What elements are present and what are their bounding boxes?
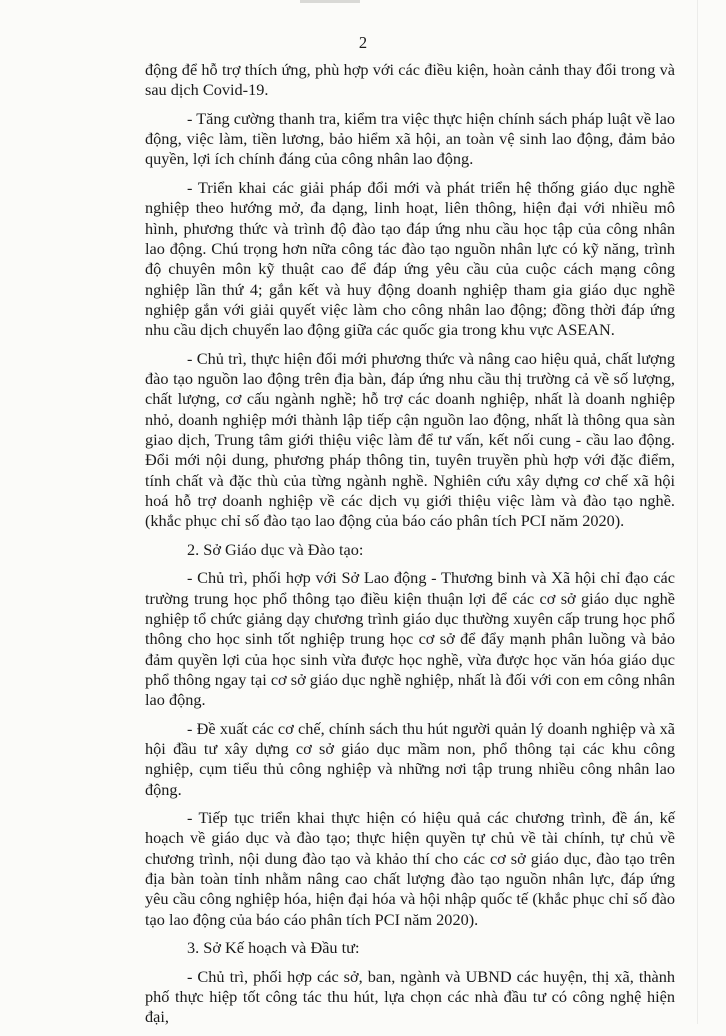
scan-artifact: [300, 0, 360, 3]
section-heading-planning-investment-dept: 3. Sở Kế hoạch và Đầu tư:: [187, 938, 360, 958]
paragraph-inspection: - Tăng cường thanh tra, kiểm tra việc thực hiện chính sách pháp luật về lao động, việc làm, tiền lương, bảo hiểm xã hội, an toàn vệ sinh lao động, đảm bảo quyền, lợi ích chính đáng của công nhân lao động.: [145, 108, 676, 169]
page-edge: [697, 0, 698, 1024]
document-body: [145, 60, 675, 1036]
paragraph-vocational-education: - Triển khai các giải pháp đổi mới và phát triển hệ thống giáo dục nghề nghiệp theo hướng mở, đa dạng, linh hoạt, liên thông, hiện đại với nhiều mô hình, phương thức và trình độ đào tạo đáp ứng nhu cầu học tập của công nhân lao động. Chú trọng hơn nữa công tác đào tạo nguồn nhân lực có kỹ năng, trình độ chuyên môn kỹ thuật cao để đáp ứng yêu cầu của cuộc cách mạng công nghiệp lần thứ 4; gắn kết và huy động doanh nghiệp tham gia giáo dục nghề nghiệp gắn với giải quyết việc làm cho công nhân lao động; đồng thời đáp ứng nhu cầu dịch chuyển lao động giữa các quốc gia trong khu vực ASEAN.: [145, 178, 675, 340]
paragraph-labor-training: - Chủ trì, thực hiện đổi mới phương thức và nâng cao hiệu quả, chất lượng đào tạo nguồn lao động trên địa bàn, đáp ứng nhu cầu thị trường cả về số lượng, chất lượng, cơ cấu ngành nghề; hỗ trợ các doanh nghiệp, nhất là doanh nghiệp nhỏ, doanh nghiệp mới thành lập tiếp cận nguồn lao động, nhất là thông qua sàn giao dịch, Trung tâm giới thiệu việc làm để tư vấn, kết nối cung - cầu lao động. Đổi mới nội dung, phương pháp thông tin, tuyên truyền phù hợp với đặc điểm, tính chất và đặc thù của từng ngành nghề. Nghiên cứu xây dựng cơ chế xã hội hoá hỗ trợ doanh nghiệp về các dịch vụ giới thiệu việc làm và đào tạo nghề. (khắc phục chỉ số đào tạo lao động của báo cáo phân tích PCI năm 2020).: [145, 348, 675, 531]
paragraph-high-schools: - Chủ trì, phối hợp với Sở Lao động - Thương binh và Xã hội chỉ đạo các trường trung học phổ thông tạo điều kiện thuận lợi để các cơ sở giáo dục nghề nghiệp tổ chức giảng dạy chương trình giáo dục thường xuyên cấp trung học phổ thông cho học sinh tốt nghiệp trung học cơ sở để đẩy mạnh phân luồng và bảo đảm quyền lợi của học sinh vừa được học nghề, vừa được học văn hóa giáo dục phổ thông ngay tại cơ sở giáo dục nghề nghiệp, nhất là đối với con em công nhân lao động.: [145, 568, 675, 710]
paragraph-education-programs: - Tiếp tục triển khai thực hiện có hiệu quả các chương trình, đề án, kế hoạch về giáo dục và đào tạo; thực hiện quyền tự chủ về tài chính, tự chủ về chương trình, nội dung đào tạo và khảo thí cho các cơ sở giáo dục, đào tạo trên địa bàn toàn tỉnh nhằm nâng cao chất lượng đào tạo nguồn nhân lực, đáp ứng yêu cầu công nghiệp hóa, hiện đại hóa và hội nhập quốc tế (khắc phục chỉ số đào tạo lao động của báo cáo phân tích PCI năm 2020).: [145, 808, 675, 929]
paragraph-investor-attraction: - Chủ trì, phối hợp các sở, ban, ngành và UBND các huyện, thị xã, thành phố thực hiệp tốt công tác thu hút, lựa chọn các nhà đầu tư có công nghệ hiện đại,: [145, 966, 675, 1027]
paragraph-continuation: động để hỗ trợ thích ứng, phù hợp với các điều kiện, hoàn cảnh thay đổi trong và sau dịch Covid-19.: [145, 60, 675, 100]
section-heading-education-dept: 2. Sở Giáo dục và Đào tạo:: [187, 539, 364, 559]
page-number: 2: [358, 33, 368, 52]
paragraph-investment-policies: - Đề xuất các cơ chế, chính sách thu hút người quản lý doanh nghiệp và xã hội đầu tư xây dựng cơ sở giáo dục mầm non, phổ thông tại các khu công nghiệp, cụm tiểu thủ công nghiệp và những nơi tập trung nhiều công nhân lao động.: [145, 718, 675, 799]
